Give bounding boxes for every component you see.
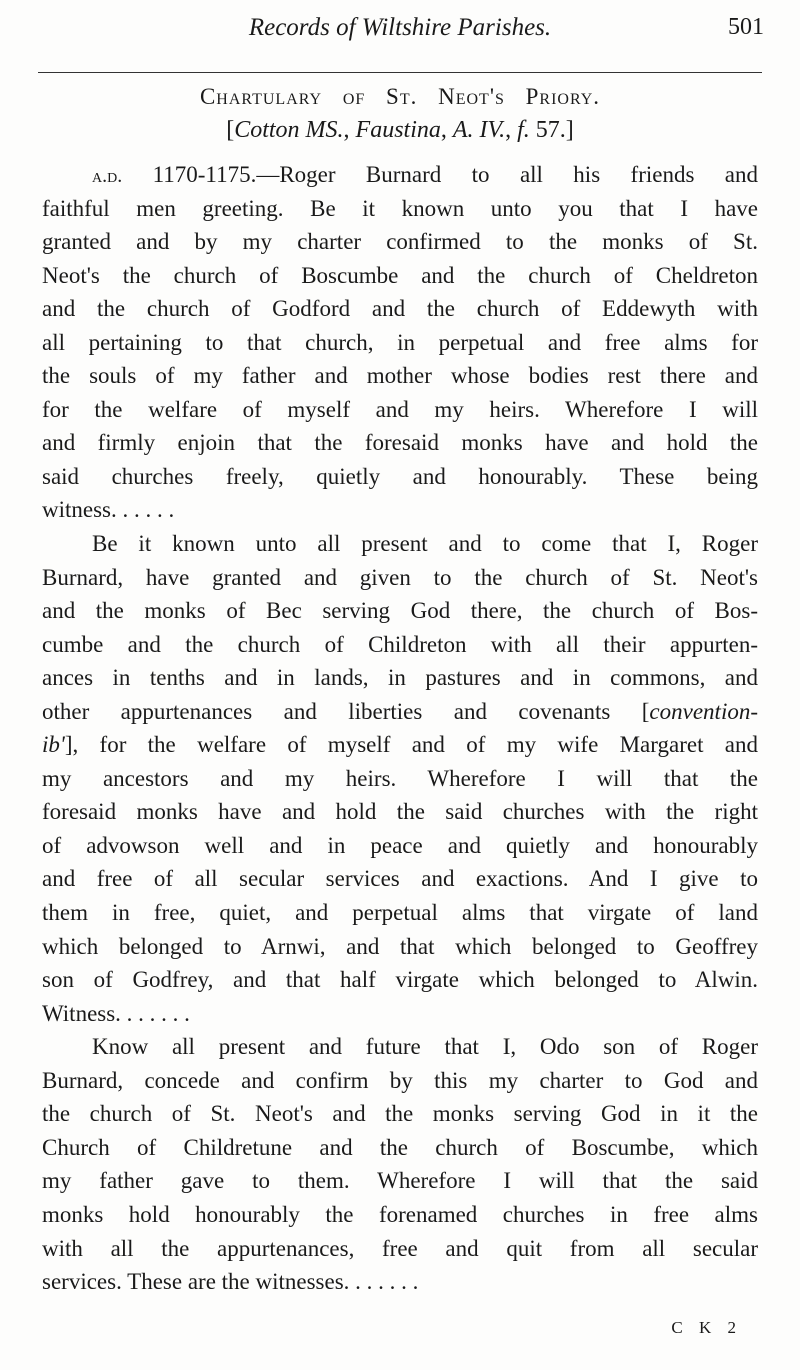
text-line	[42, 527, 758, 561]
text-line	[42, 359, 758, 393]
document-body	[42, 158, 758, 1299]
text-segment: Witness. . . . . . .	[42, 1000, 190, 1026]
page-number: 501	[728, 14, 764, 40]
text-line	[42, 661, 758, 695]
text-segment: convention-	[649, 698, 758, 724]
text-line	[42, 1164, 758, 1198]
text-line	[42, 1064, 758, 1098]
text-segment: and free of all secular services and exactions. And I give to	[42, 866, 758, 892]
text-line	[42, 460, 758, 494]
text-line	[42, 158, 758, 192]
text-segment: Church of Childretune and the church of Boscumbe, which	[42, 1134, 758, 1160]
text-line	[42, 1030, 758, 1064]
citation-segment: [	[226, 117, 235, 143]
text-line	[42, 829, 758, 863]
text-segment: the church of St. Neot's and the monks serving God in it the	[42, 1101, 758, 1127]
text-segment: for the welfare of myself and my heirs. Wherefore I will	[42, 396, 758, 422]
text-segment: Neot's the church of Boscumbe and the church of Cheldreton	[42, 262, 758, 288]
citation-segment: Faustina	[355, 117, 441, 143]
text-line	[42, 795, 758, 829]
text-line	[42, 695, 758, 729]
text-segment: my father gave to them. Wherefore I will that the said	[42, 1168, 758, 1194]
text-segment: ances in tenths and in lands, in pastures and in commons, and	[42, 665, 758, 691]
text-segment: monks hold honourably the forenamed churches in free alms	[42, 1201, 758, 1227]
text-line	[42, 426, 758, 460]
text-segment: all pertaining to that church, in perpetual and free alms for	[42, 329, 758, 355]
text-segment: Burnard, have granted and given to the church of St. Neot's	[42, 564, 758, 590]
text-segment: faithful men greeting. Be it known unto you that I have	[42, 195, 758, 221]
text-segment: them in free, quiet, and perpetual alms that virgate of land	[42, 900, 758, 926]
paragraph	[42, 158, 758, 527]
text-line	[42, 997, 758, 1031]
text-segment: my ancestors and my heirs. Wherefore I will that the	[42, 765, 758, 791]
text-line	[42, 896, 758, 930]
text-line	[42, 628, 758, 662]
header-rule	[38, 72, 762, 73]
text-segment: said churches freely, quietly and honourably. These being	[42, 463, 758, 489]
text-line	[42, 259, 758, 293]
text-line	[42, 862, 758, 896]
text-segment: ], for the welfare of myself and of my wife Margaret and	[64, 732, 758, 758]
text-line	[42, 561, 758, 595]
text-line	[42, 963, 758, 997]
text-segment: son of Godfrey, and that half virgate which belonged to Alwin.	[42, 967, 758, 993]
running-head	[0, 14, 800, 50]
paragraph	[42, 527, 758, 1030]
text-segment: foresaid monks have and hold the said churches with the right	[42, 799, 758, 825]
citation-segment: Cotton MS.	[234, 117, 344, 143]
text-line	[42, 225, 758, 259]
text-line	[42, 393, 758, 427]
text-line	[42, 1131, 758, 1165]
text-segment: granted and by my charter confirmed to the monks of St.	[42, 229, 758, 255]
text-line	[42, 192, 758, 226]
text-segment: which belonged to Arnwi, and that which belonged to Geoffrey	[42, 933, 758, 959]
text-segment: 1170-1175.—Roger Burnard to all his friends and	[122, 162, 758, 187]
text-line	[42, 1232, 758, 1266]
section-title: Chartulary of St. Neot's Priory.	[199, 84, 601, 109]
text-line	[42, 493, 758, 527]
text-segment: witness. . . . . .	[42, 497, 175, 523]
text-segment: and the monks of Bec serving God there, the church of Bos-	[42, 598, 758, 624]
text-line	[42, 594, 758, 628]
text-line	[42, 1198, 758, 1232]
text-line	[42, 762, 758, 796]
running-head-title: Records of Wiltshire Parishes.	[248, 14, 552, 41]
signature-mark: C K 2	[671, 1318, 742, 1337]
text-segment: of advowson well and in peace and quietly and honourably	[42, 832, 758, 858]
text-segment: and firmly enjoin that the foresaid monks have and hold the	[42, 430, 758, 456]
text-line	[42, 1097, 758, 1131]
text-segment: services. These are the witnesses. . . . . . .	[42, 1269, 419, 1295]
source-citation	[0, 117, 800, 144]
paragraph	[42, 1030, 758, 1298]
text-segment: cumbe and the church of Childreton with all their appurten-	[42, 631, 758, 657]
text-line	[42, 326, 758, 360]
citation-segment: ,	[343, 117, 356, 143]
text-segment: with all the appurtenances, free and quit from all secular	[42, 1235, 758, 1261]
text-line	[42, 1265, 758, 1299]
citation-segment: ,	[505, 117, 518, 143]
citation-segment: f.	[517, 117, 530, 143]
text-segment: Burnard, concede and confirm by this my charter to God and	[42, 1067, 758, 1093]
text-segment: Know all present and future that I, Odo son of Roger	[92, 1034, 758, 1060]
citation-segment: A. IV.	[452, 117, 506, 143]
text-line	[42, 930, 758, 964]
text-segment: other appurtenances and liberties and covenants [	[42, 698, 650, 724]
text-line	[42, 728, 758, 762]
text-segment: a.d.	[92, 165, 123, 187]
text-segment: Be it known unto all present and to come that I, Roger	[92, 531, 758, 557]
text-segment: ib'	[42, 732, 65, 758]
citation-segment: ,	[440, 117, 453, 143]
text-segment: and the church of Godford and the church of Eddewyth with	[42, 296, 758, 322]
text-line	[42, 292, 758, 326]
text-segment: the souls of my father and mother whose bodies rest there and	[42, 363, 758, 389]
citation-segment: 57.]	[529, 117, 574, 143]
